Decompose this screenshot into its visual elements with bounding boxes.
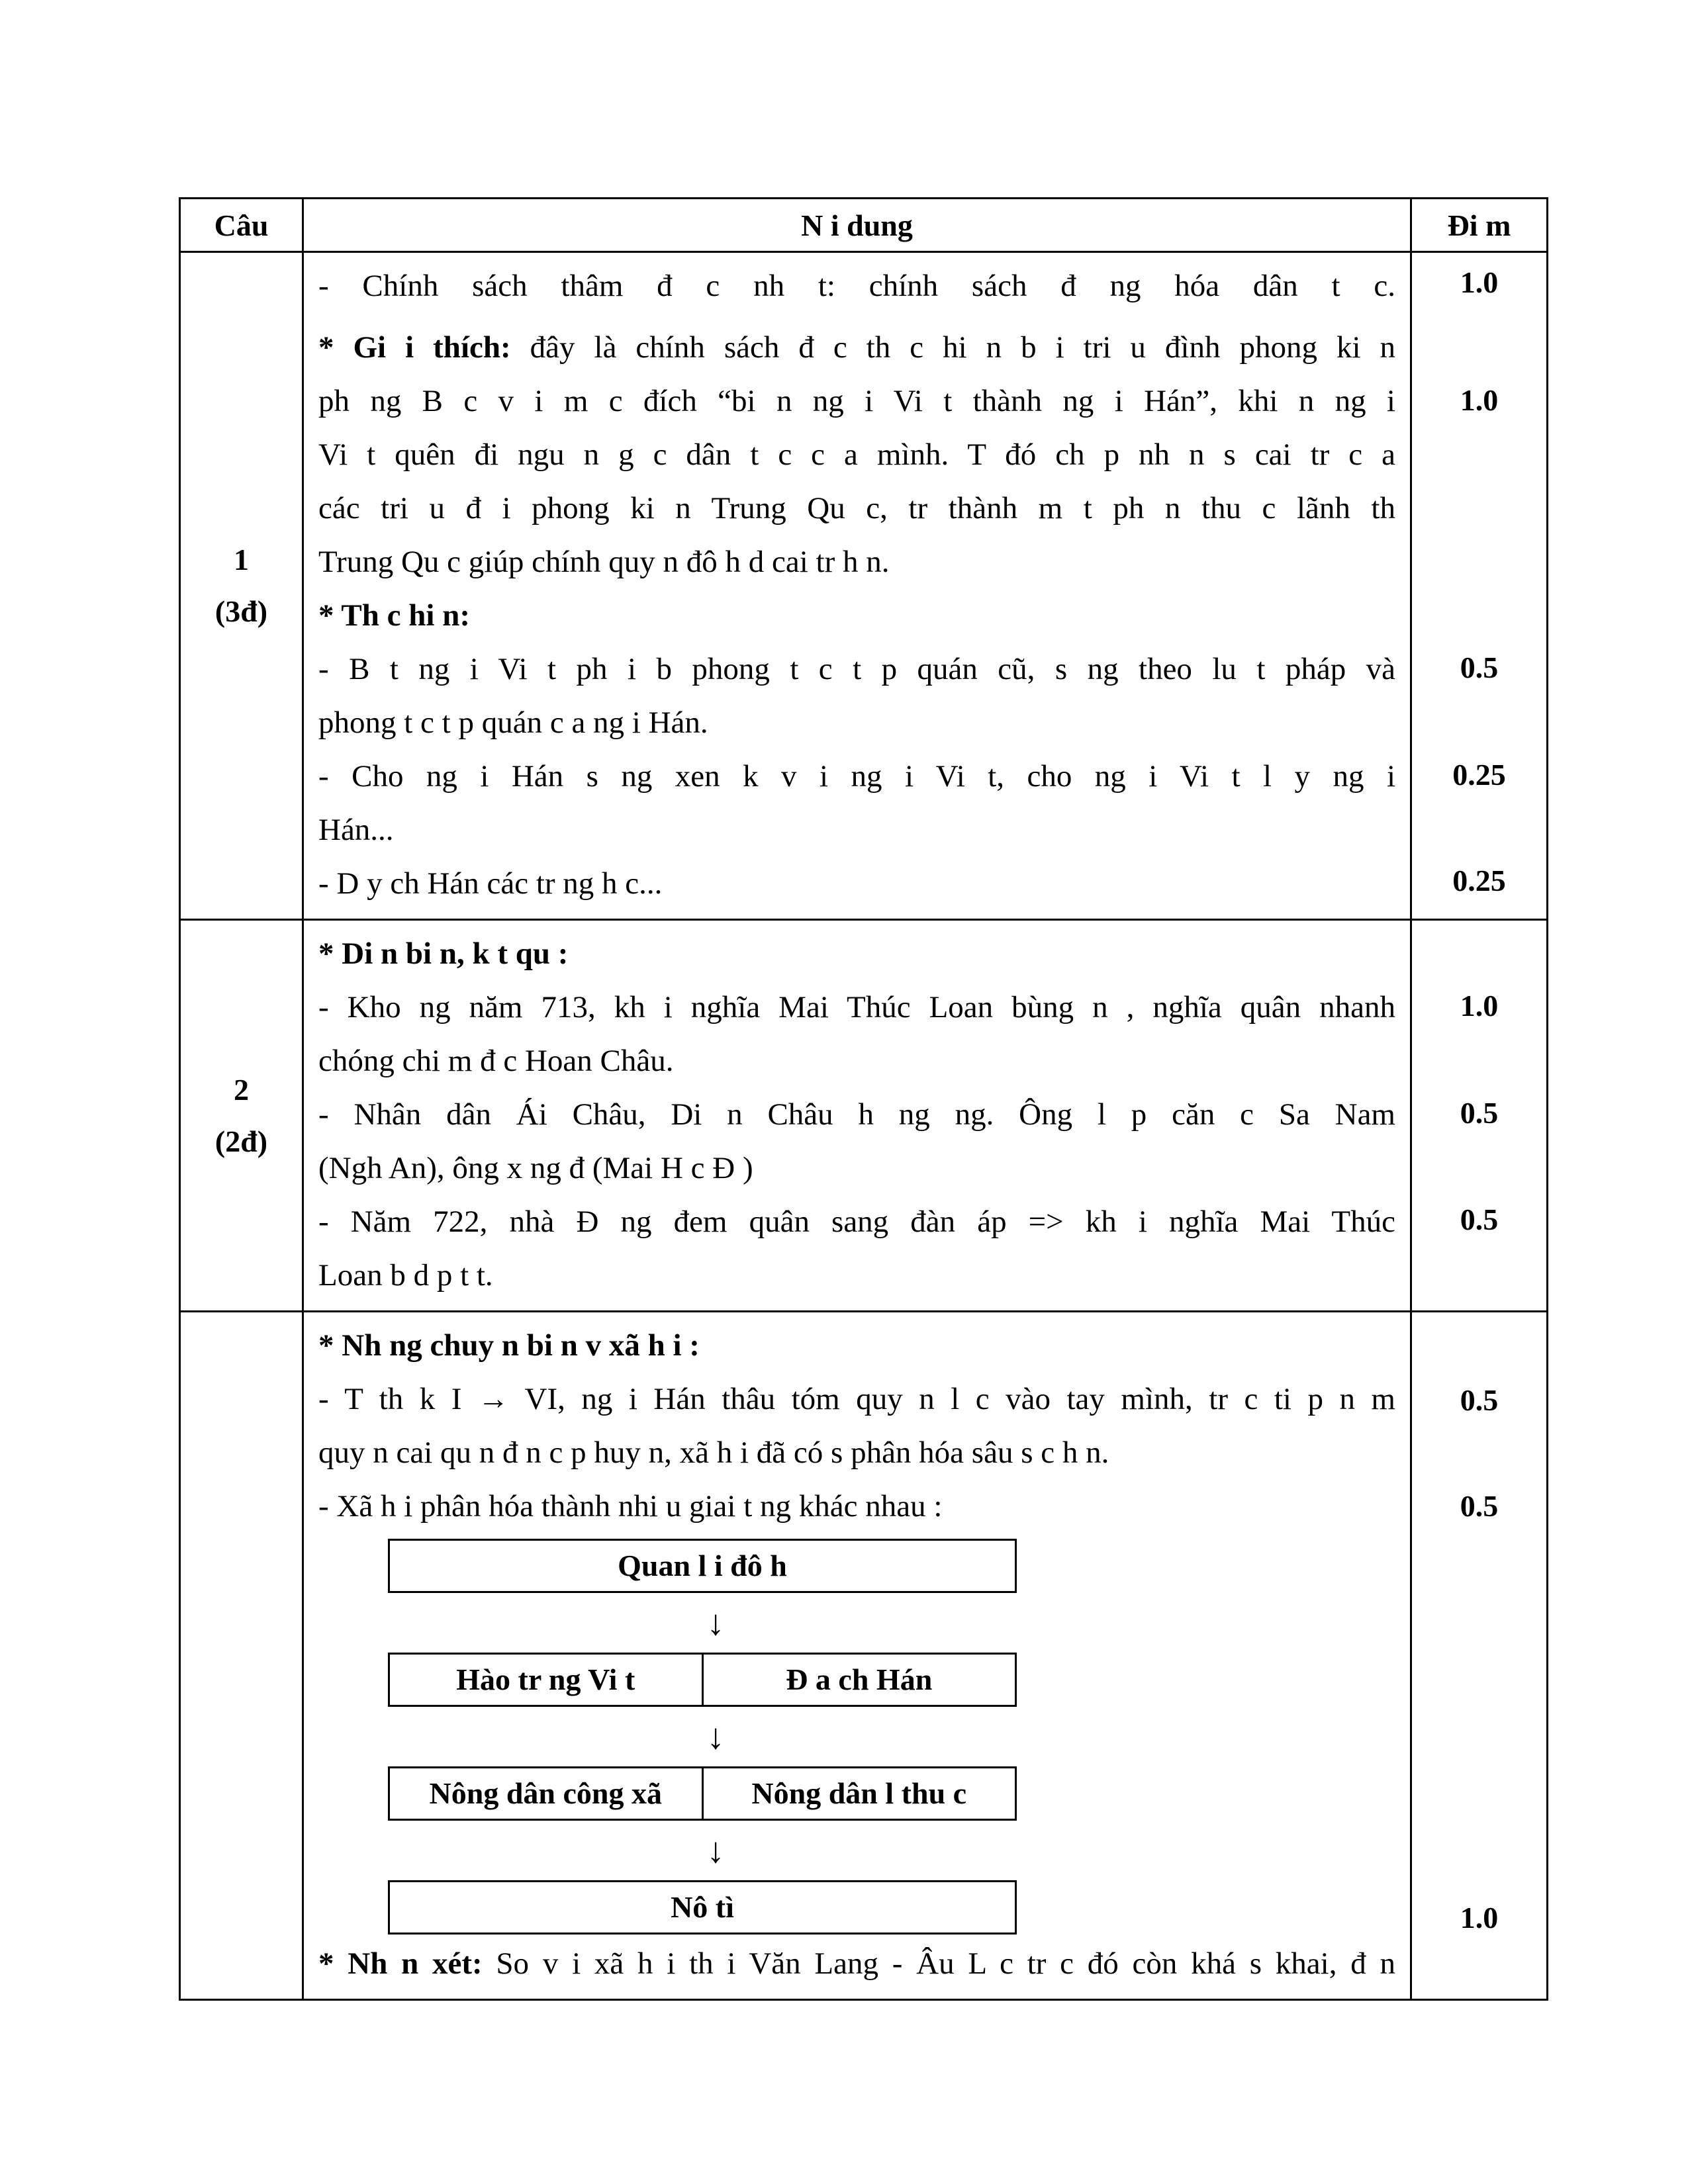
arrow-down-icon: ↓ [706, 1831, 725, 1870]
header-row [180, 199, 1548, 252]
question-1-number: 1 [234, 543, 249, 576]
question-3-scores [1411, 1312, 1548, 2000]
q3-heading: * Nh ng chuy n bi n v xã h i : [318, 1328, 700, 1363]
arrow-down-icon: ↓ [706, 1717, 725, 1756]
society-diagram [388, 1539, 1017, 1934]
question-2-label-cell [180, 920, 303, 1312]
q3-score-1: 0.5 [1460, 1383, 1499, 1417]
q2-score-1: 1.0 [1460, 989, 1499, 1023]
question-3-label-cell [180, 1312, 303, 2000]
q2-line-3: - Nhân dân Ái Châu, Di n Châu h ng ng. Ông l p căn c Sa Nam [318, 1097, 1395, 1132]
q1-line-1: - Chính sách thâm đ c nh t: chính sách đ ng hóa dân t c. [318, 269, 1395, 303]
q1-line-8: - B t ng i Vi t ph i b phong t c t p quán cũ, s ng theo lu t pháp và [318, 652, 1395, 686]
header-cau: Câu [180, 199, 303, 252]
q1-line-10: - Cho ng i Hán s ng xen k v i ng i Vi t, cho ng i Vi t l y ng i [318, 759, 1395, 794]
question-2-row [180, 920, 1548, 1312]
q1-giai-thich-label: * Gi i thích: [318, 330, 511, 365]
q2-line-2: chóng chi m đ c Hoan Châu. [318, 1044, 674, 1078]
question-2-content [303, 920, 1411, 1312]
header-diem: Đi m [1411, 199, 1548, 252]
diagram-box-mid [388, 1653, 1017, 1707]
diagram-box-bottom [388, 1880, 1017, 1934]
q1-line-5: các tri u đ i phong ki n Trung Qu c, tr thành m t ph n thu c lãnh th [318, 491, 1395, 525]
q3-nhan-xet [318, 1937, 1395, 1991]
diagram-quan-lai: Quan l i đô h [618, 1549, 787, 1582]
diagram-box-top [388, 1539, 1017, 1593]
question-3-row [180, 1312, 1548, 2000]
diagram-dia-chu: Đ a ch Hán [702, 1655, 1015, 1705]
q3-nhan-xet-label: * Nh n xét: [318, 1946, 483, 1981]
q2-line-1: - Kho ng năm 713, kh i nghĩa Mai Thúc Loan bùng n , nghĩa quân nhanh [318, 990, 1395, 1024]
diagram-no-ti: Nô tì [671, 1890, 734, 1924]
q3-line-1: - T th k I → VI, ng i Hán thâu tóm quy n l c vào tay mình, tr c ti p n m [318, 1382, 1395, 1416]
q3-line-3: - Xã h i phân hóa thành nhi u giai t ng khác nhau : [318, 1489, 943, 1524]
q3-nhan-xet-text: So v i xã h i th i Văn Lang - Âu L c tr c đó còn khá s khai, đ n [496, 1946, 1395, 1981]
question-1-label-cell [180, 252, 303, 920]
diagram-nong-dan-le-thuoc: Nông dân l thu c [702, 1768, 1015, 1819]
q2-line-4: (Ngh An), ông x ng đ (Mai H c Đ ) [318, 1151, 753, 1185]
q3-score-2: 0.5 [1460, 1489, 1499, 1523]
q1-score-2: 1.0 [1460, 383, 1499, 417]
question-1-row [180, 252, 1548, 920]
q2-score-3: 0.5 [1460, 1203, 1499, 1236]
question-2-points: (2đ) [214, 1124, 268, 1158]
q1-line-2 [318, 321, 1395, 375]
q1-score-5: 0.25 [1452, 864, 1506, 897]
q1-thuc-hien-label: * Th c hi n: [318, 598, 470, 633]
q1-line-11: Hán... [318, 813, 394, 847]
q1-score-3: 0.5 [1460, 651, 1499, 684]
diagram-box-low [388, 1766, 1017, 1821]
q1-score-1: 1.0 [1460, 265, 1499, 299]
q3-line-2: quy n cai qu n đ n c p huy n, xã h i đã có s phân hóa sâu s c h n. [318, 1435, 1109, 1470]
q1-line-3: ph ng B c v i m c đích “bi n ng i Vi t thành ng i Hán”, khi n ng i [318, 384, 1395, 418]
question-2-number: 2 [234, 1072, 249, 1107]
q1-line-9: phong t c t p quán c a ng i Hán. [318, 705, 708, 740]
answer-table [179, 197, 1548, 2001]
q2-score-2: 0.5 [1460, 1096, 1499, 1130]
question-1-scores [1411, 252, 1548, 920]
diagram-nong-dan-cong-xa: Nông dân công xã [429, 1776, 662, 1810]
q3-score-3: 1.0 [1460, 1901, 1499, 1934]
q1-line-4: Vi t quên đi ngu n g c dân t c c a mình. T đó ch p nh n s cai tr c a [318, 437, 1395, 472]
q1-score-4: 0.25 [1452, 758, 1506, 792]
question-1-points: (3đ) [214, 594, 268, 628]
q1-line-2-text: đây là chính sách đ c th c hi n b i tri u đình phong ki n [530, 330, 1395, 365]
diagram-hao-truong: Hào tr ng Vi t [456, 1662, 635, 1696]
question-1-content [303, 252, 1411, 920]
question-2-scores [1411, 920, 1548, 1312]
q2-line-5: - Năm 722, nhà Đ ng đem quân sang đàn áp => kh i nghĩa Mai Thúc [318, 1205, 1395, 1239]
header-noi-dung: N i dung [303, 199, 1411, 252]
q1-line-12: - D y ch Hán các tr ng h c... [318, 866, 663, 901]
arrow-down-icon: ↓ [706, 1603, 725, 1643]
question-3-content [303, 1312, 1411, 2000]
q2-line-6: Loan b d p t t. [318, 1258, 493, 1293]
q2-heading: * Di n bi n, k t qu : [318, 936, 569, 971]
q1-line-6: Trung Qu c giúp chính quy n đô h d cai tr h n. [318, 545, 890, 579]
